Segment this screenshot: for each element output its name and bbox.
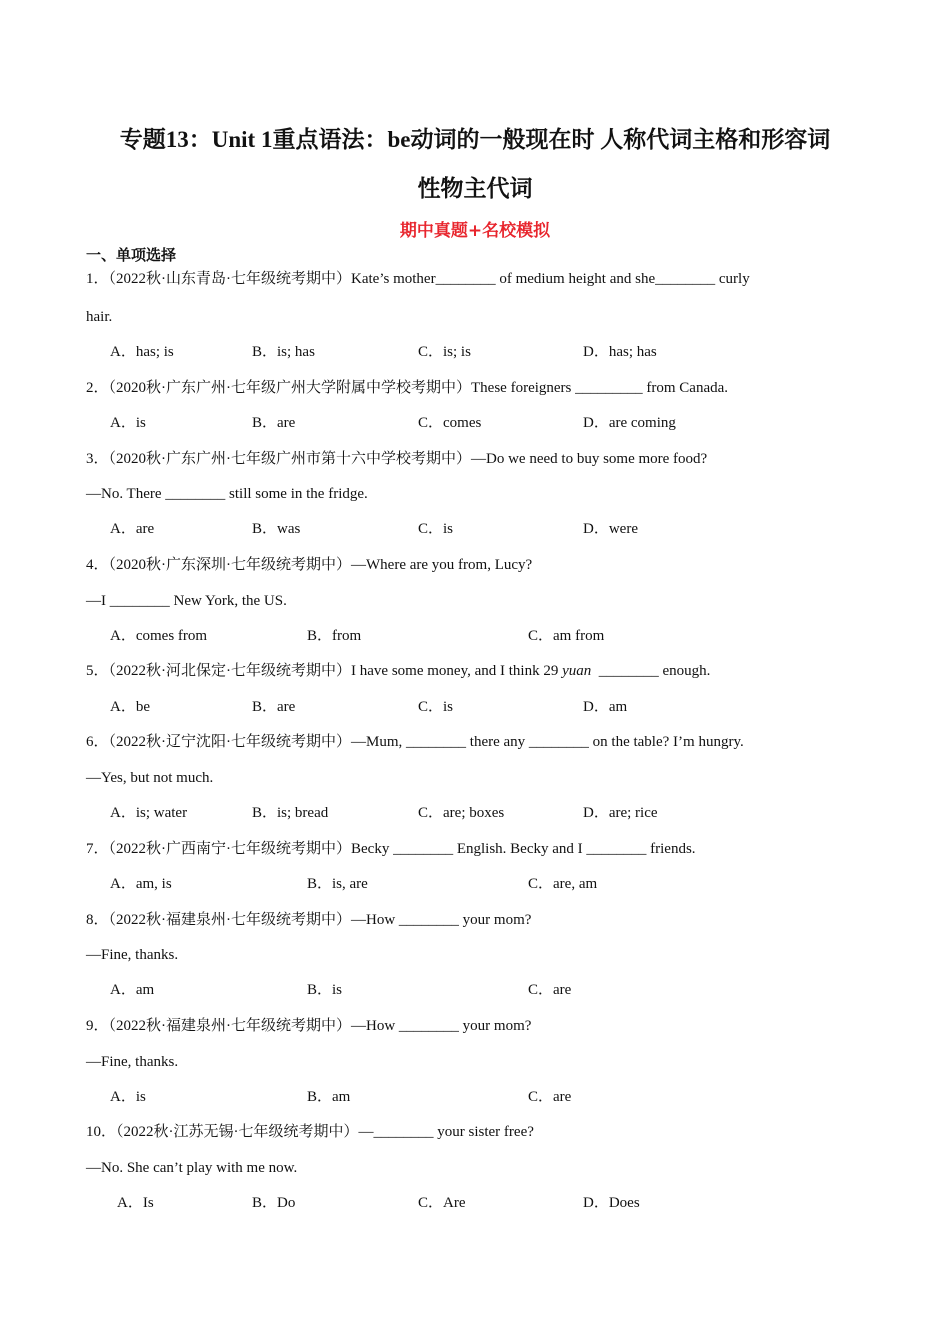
option-c[interactable]: C．am from (528, 628, 605, 644)
question-text: —Mum, ________ there any ________ on the table? I’m hungry. (351, 734, 744, 750)
option-a[interactable]: A．is; water (110, 805, 188, 821)
question-text: Kate’s mother________ of medium height and she________ curly (351, 271, 750, 287)
page-subtitle: 期中真题+名校模拟 (399, 221, 551, 241)
italic-word: yuan (562, 663, 592, 679)
option-d[interactable]: D．are coming (583, 415, 676, 431)
option-c[interactable]: C．comes (418, 415, 482, 431)
question-source: （2022秋·福建泉州·七年级统考期中） (108, 1018, 352, 1034)
question-source: （2020秋·广东深圳·七年级统考期中） (108, 557, 352, 573)
page-title-line-1: 专题13：Unit 1重点语法：be动词的一般现在时 人称代词主格和形容词 (119, 127, 831, 152)
option-a[interactable]: A．has; is (110, 344, 174, 360)
question-1-continued: hair. (86, 309, 113, 325)
option-b[interactable]: B．are (252, 415, 296, 431)
question-number: 9． (86, 1018, 109, 1034)
option-d[interactable]: D．Does (583, 1195, 640, 1211)
option-b[interactable]: B．is; bread (252, 805, 329, 821)
question-6-continued: —Yes, but not much. (86, 770, 214, 786)
question-3 (86, 449, 707, 469)
option-b[interactable]: B．is; has (252, 344, 315, 360)
option-a[interactable]: A．am (110, 982, 155, 998)
question-number: 2． (86, 380, 109, 396)
question-text: —How ________ your mom? (351, 912, 532, 928)
option-c[interactable]: C．are, am (528, 876, 598, 892)
question-text: These foreigners _________ from Canada. (471, 380, 729, 396)
question-4-continued: —I ________ New York, the US. (86, 593, 287, 609)
question-8-continued: —Fine, thanks. (86, 947, 179, 963)
question-number: 6． (86, 734, 109, 750)
question-text: —Do we need to buy some more food? (471, 451, 708, 467)
question-text: Becky ________ English. Becky and I ________ friends. (351, 841, 696, 857)
option-b[interactable]: B．are (252, 699, 296, 715)
question-9-continued: —Fine, thanks. (86, 1054, 179, 1070)
section-heading: 一、单项选择 (86, 246, 177, 264)
question-number: 1． (86, 271, 109, 287)
question-source: （2022秋·山东青岛·七年级统考期中） (108, 271, 352, 287)
option-b[interactable]: B．from (307, 628, 362, 644)
question-4 (86, 555, 532, 575)
question-text-end: ________ enough. (591, 663, 711, 679)
option-d[interactable]: D．were (583, 521, 638, 537)
option-b[interactable]: B．was (252, 521, 301, 537)
option-c[interactable]: C．is (418, 699, 454, 715)
option-d[interactable]: D．are; rice (583, 805, 658, 821)
question-source: （2022秋·广西南宁·七年级统考期中） (108, 841, 352, 857)
option-a[interactable]: A．comes from (110, 628, 208, 644)
question-number: 3． (86, 451, 109, 467)
question-text: I have some money, and I think 29 (351, 663, 563, 679)
question-text: —Where are you from, Lucy? (351, 557, 533, 573)
option-a[interactable]: A．am, is (110, 876, 172, 892)
option-c[interactable]: C．is; is (418, 344, 471, 360)
question-number: 10． (86, 1124, 117, 1140)
option-a[interactable]: A．is (110, 1089, 146, 1105)
question-1 (86, 269, 750, 289)
question-number: 4． (86, 557, 109, 573)
question-7 (86, 839, 696, 859)
question-8 (86, 910, 531, 930)
question-source: （2022秋·福建泉州·七年级统考期中） (108, 912, 352, 928)
question-3-continued: —No. There ________ still some in the fridge. (86, 486, 368, 502)
option-c[interactable]: C．Are (418, 1195, 466, 1211)
question-source: （2022秋·河北保定·七年级统考期中） (108, 663, 352, 679)
option-c[interactable]: C．is (418, 521, 454, 537)
option-c[interactable]: C．are (528, 982, 572, 998)
option-b[interactable]: B．Do (252, 1195, 296, 1211)
option-b[interactable]: B．am (307, 1089, 351, 1105)
option-c[interactable]: C．are; boxes (418, 805, 505, 821)
question-text: —________ your sister free? (358, 1124, 534, 1140)
option-b[interactable]: B．is, are (307, 876, 368, 892)
question-10-continued: —No. She can’t play with me now. (86, 1160, 298, 1176)
question-number: 5． (86, 663, 109, 679)
question-source: （2020秋·广东广州·七年级广州市第十六中学校考期中） (108, 451, 472, 467)
question-9 (86, 1016, 531, 1036)
page-title-line-2: 性物主代词 (417, 176, 533, 201)
question-source: （2022秋·辽宁沈阳·七年级统考期中） (108, 734, 352, 750)
option-a[interactable]: A．are (110, 521, 155, 537)
question-2 (86, 378, 728, 398)
question-5 (86, 661, 710, 681)
question-source: （2020秋·广东广州·七年级广州大学附属中学校考期中） (108, 380, 472, 396)
question-10 (86, 1122, 534, 1142)
question-number: 8． (86, 912, 109, 928)
option-d[interactable]: D．has; has (583, 344, 657, 360)
question-text: —How ________ your mom? (351, 1018, 532, 1034)
option-a[interactable]: A．be (110, 699, 150, 715)
question-source: （2022秋·江苏无锡·七年级统考期中） (116, 1124, 359, 1140)
option-d[interactable]: D．am (583, 699, 628, 715)
option-a[interactable]: A．is (110, 415, 146, 431)
question-number: 7． (86, 841, 109, 857)
question-6 (86, 732, 744, 752)
option-a[interactable]: A．Is (117, 1195, 154, 1211)
option-b[interactable]: B．is (307, 982, 343, 998)
option-c[interactable]: C．are (528, 1089, 572, 1105)
